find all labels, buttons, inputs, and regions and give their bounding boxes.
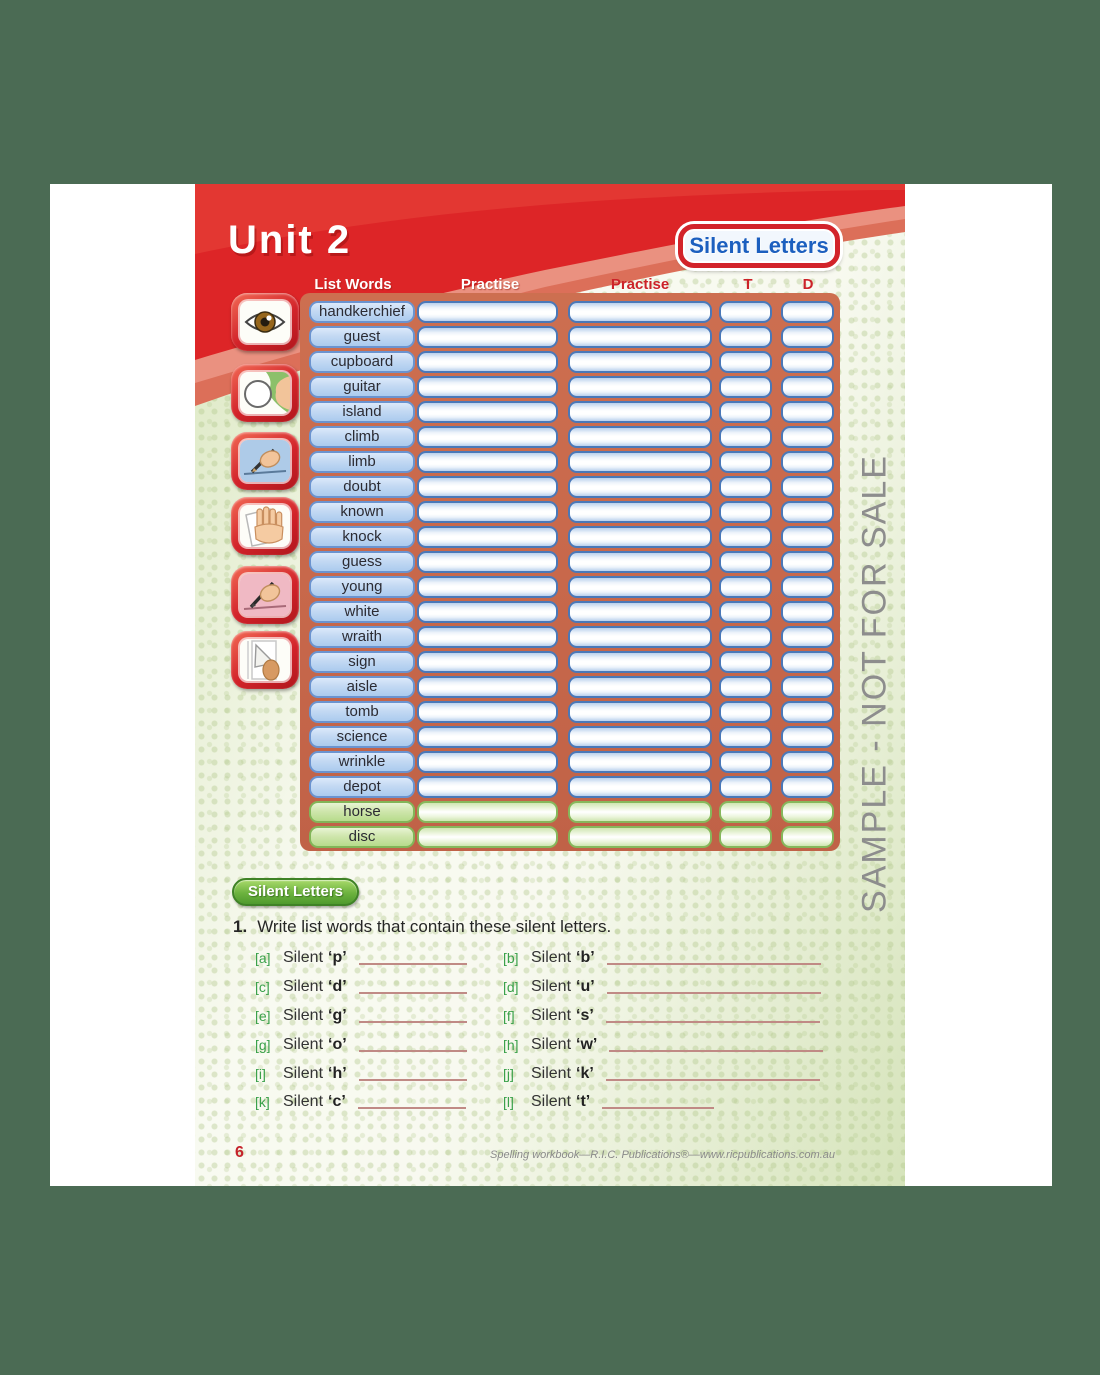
date-cell[interactable] — [781, 376, 834, 398]
list-word: wrinkle — [309, 751, 415, 773]
question-1 — [233, 917, 611, 937]
list-word: handkerchief — [309, 301, 415, 323]
item-prefix: Silent — [283, 1064, 324, 1082]
eye-icon — [231, 293, 299, 351]
word-table-rows — [300, 299, 840, 849]
table-row — [300, 549, 840, 574]
table-row — [300, 799, 840, 824]
answer-line[interactable] — [359, 1067, 467, 1081]
practise-cell-2[interactable] — [568, 576, 712, 598]
item-prefix: Silent — [531, 1006, 572, 1024]
table-row — [300, 699, 840, 724]
table-row — [300, 524, 840, 549]
practise-cell-1[interactable] — [417, 776, 558, 798]
item-prefix: Silent — [283, 949, 324, 967]
column-header-list-words: List Words — [314, 276, 392, 293]
practise-cell-2[interactable] — [568, 826, 712, 848]
silent-letter-item — [255, 1088, 503, 1117]
silent-letter-item — [255, 1059, 503, 1088]
date-cell[interactable] — [781, 676, 834, 698]
list-word: tomb — [309, 701, 415, 723]
table-row — [300, 574, 840, 599]
tick-cell[interactable] — [719, 751, 772, 773]
practise-cell-1[interactable] — [417, 801, 558, 823]
item-letter: ‘o’ — [328, 1035, 347, 1053]
list-word: climb — [309, 426, 415, 448]
tick-cell[interactable] — [719, 626, 772, 648]
date-cell[interactable] — [781, 651, 834, 673]
tick-cell[interactable] — [719, 801, 772, 823]
silent-letter-item — [255, 944, 503, 973]
tick-cell[interactable] — [719, 476, 772, 498]
date-cell[interactable] — [781, 576, 834, 598]
table-row — [300, 599, 840, 624]
exercise-items — [255, 944, 855, 1117]
item-prefix: Silent — [283, 1006, 324, 1024]
item-label: [l] — [503, 1094, 514, 1111]
table-row — [300, 299, 840, 324]
date-cell[interactable] — [781, 326, 834, 348]
list-word: limb — [309, 451, 415, 473]
practise-cell-1[interactable] — [417, 751, 558, 773]
item-label: [j] — [503, 1065, 514, 1082]
tick-cell[interactable] — [719, 351, 772, 373]
page-content — [195, 184, 905, 1186]
silent-letter-item — [255, 1030, 503, 1059]
tick-cell[interactable] — [719, 376, 772, 398]
list-word: aisle — [309, 676, 415, 698]
tick-cell[interactable] — [719, 576, 772, 598]
practise-cell-2[interactable] — [568, 351, 712, 373]
date-cell[interactable] — [781, 601, 834, 623]
list-word: guest — [309, 326, 415, 348]
write-pen-icon — [231, 566, 299, 624]
tick-cell[interactable] — [719, 501, 772, 523]
silent-letter-item — [255, 973, 503, 1002]
answer-line[interactable] — [359, 1038, 467, 1052]
topic-badge — [678, 224, 840, 268]
table-row — [300, 449, 840, 474]
cover-hand-icon — [231, 497, 299, 555]
list-word: guitar — [309, 376, 415, 398]
practise-cell-1[interactable] — [417, 826, 558, 848]
question-prompt: Write list words that contain these silent letters. — [257, 917, 612, 936]
table-row — [300, 374, 840, 399]
answer-line[interactable] — [602, 1095, 714, 1109]
item-prefix: Silent — [283, 978, 324, 996]
practise-cell-1[interactable] — [417, 576, 558, 598]
table-row — [300, 774, 840, 799]
practise-cell-2[interactable] — [568, 626, 712, 648]
silent-letter-item — [503, 1088, 855, 1117]
item-letter: ‘g’ — [328, 1006, 347, 1024]
item-label: [c] — [255, 979, 270, 996]
list-word: horse — [309, 801, 415, 823]
tick-cell[interactable] — [719, 301, 772, 323]
answer-line[interactable] — [359, 1009, 467, 1023]
item-label: [h] — [503, 1036, 519, 1053]
practise-cell-2[interactable] — [568, 651, 712, 673]
say-speech-bubble-icon — [231, 364, 299, 422]
date-cell[interactable] — [781, 826, 834, 848]
practise-cell-2[interactable] — [568, 726, 712, 748]
silent-letter-item — [255, 1002, 503, 1031]
date-cell[interactable] — [781, 626, 834, 648]
item-prefix: Silent — [531, 949, 572, 967]
topic-badge-label: Silent Letters — [689, 233, 829, 258]
practise-cell-2[interactable] — [568, 301, 712, 323]
table-row — [300, 674, 840, 699]
silent-letter-item — [503, 1002, 855, 1031]
practise-cell-2[interactable] — [568, 801, 712, 823]
table-row — [300, 749, 840, 774]
answer-line[interactable] — [606, 1009, 820, 1023]
item-label: [a] — [255, 950, 271, 967]
answer-line[interactable] — [359, 980, 467, 994]
item-prefix: Silent — [283, 1035, 324, 1053]
practise-cell-1[interactable] — [417, 601, 558, 623]
practise-cell-1[interactable] — [417, 351, 558, 373]
item-prefix: Silent — [531, 1064, 572, 1082]
item-label: [k] — [255, 1094, 270, 1111]
practise-cell-2[interactable] — [568, 326, 712, 348]
practise-cell-1[interactable] — [417, 701, 558, 723]
practise-cell-2[interactable] — [568, 451, 712, 473]
tick-cell[interactable] — [719, 676, 772, 698]
item-letter: ‘b’ — [576, 949, 595, 967]
item-label: [i] — [255, 1065, 266, 1082]
answer-line[interactable] — [609, 1038, 823, 1052]
date-cell[interactable] — [781, 701, 834, 723]
item-letter: ‘d’ — [328, 978, 347, 996]
list-word: island — [309, 401, 415, 423]
answer-line[interactable] — [607, 951, 821, 965]
item-prefix: Silent — [531, 1035, 572, 1053]
item-prefix: Silent — [531, 978, 572, 996]
practise-cell-1[interactable] — [417, 376, 558, 398]
practise-cell-1[interactable] — [417, 626, 558, 648]
list-word: science — [309, 726, 415, 748]
list-word: wraith — [309, 626, 415, 648]
practise-cell-2[interactable] — [568, 676, 712, 698]
tick-cell[interactable] — [719, 326, 772, 348]
practise-cell-2[interactable] — [568, 426, 712, 448]
table-row — [300, 424, 840, 449]
word-practise-table — [300, 293, 840, 851]
item-prefix: Silent — [283, 1093, 324, 1111]
write-pencil-icon — [231, 432, 299, 490]
date-cell[interactable] — [781, 401, 834, 423]
question-number: 1. — [233, 917, 248, 936]
table-row — [300, 349, 840, 374]
practise-cell-2[interactable] — [568, 551, 712, 573]
item-letter: ‘k’ — [576, 1064, 594, 1082]
column-header-d: D — [802, 276, 814, 293]
item-letter: ‘u’ — [576, 978, 595, 996]
practise-cell-1[interactable] — [417, 651, 558, 673]
item-prefix: Silent — [531, 1093, 572, 1111]
practise-cell-1[interactable] — [417, 326, 558, 348]
item-letter: ‘s’ — [576, 1006, 594, 1024]
tick-cell[interactable] — [719, 651, 772, 673]
list-word: doubt — [309, 476, 415, 498]
page-number: 6 — [235, 1144, 244, 1161]
practise-cell-2[interactable] — [568, 751, 712, 773]
practise-cell-1[interactable] — [417, 301, 558, 323]
table-row — [300, 624, 840, 649]
date-cell[interactable] — [781, 476, 834, 498]
item-label: [b] — [503, 950, 519, 967]
list-word: depot — [309, 776, 415, 798]
item-label: [g] — [255, 1036, 271, 1053]
check-flip-page-icon — [231, 631, 299, 689]
date-cell[interactable] — [781, 751, 834, 773]
answer-line[interactable] — [606, 1067, 820, 1081]
practise-cell-1[interactable] — [417, 551, 558, 573]
practise-cell-2[interactable] — [568, 701, 712, 723]
item-label: [f] — [503, 1007, 515, 1024]
practise-cell-1[interactable] — [417, 476, 558, 498]
practise-cell-1[interactable] — [417, 676, 558, 698]
tick-cell[interactable] — [719, 726, 772, 748]
practise-cell-2[interactable] — [568, 526, 712, 548]
date-cell[interactable] — [781, 551, 834, 573]
date-cell[interactable] — [781, 776, 834, 798]
list-word: knock — [309, 526, 415, 548]
table-row — [300, 324, 840, 349]
section-badge-label: Silent Letters — [248, 883, 344, 900]
date-cell[interactable] — [781, 426, 834, 448]
footer-credit: Spelling workbook—R.I.C. Publications®—www.ricpublications.com.au — [490, 1149, 835, 1161]
table-row — [300, 824, 840, 849]
silent-letter-item — [503, 944, 855, 973]
list-word: sign — [309, 651, 415, 673]
item-letter: ‘p’ — [328, 949, 347, 967]
date-cell[interactable] — [781, 451, 834, 473]
table-row — [300, 499, 840, 524]
silent-letter-item — [503, 973, 855, 1002]
date-cell[interactable] — [781, 301, 834, 323]
item-letter: ‘w’ — [576, 1035, 598, 1053]
date-cell[interactable] — [781, 801, 834, 823]
practise-cell-2[interactable] — [568, 476, 712, 498]
column-header-practise-2: Practise — [610, 276, 670, 293]
list-word: young — [309, 576, 415, 598]
list-word: white — [309, 601, 415, 623]
tick-cell[interactable] — [719, 601, 772, 623]
table-row — [300, 399, 840, 424]
answer-line[interactable] — [607, 980, 821, 994]
list-word: disc — [309, 826, 415, 848]
tick-cell[interactable] — [719, 551, 772, 573]
table-row — [300, 724, 840, 749]
unit-title: Unit 2 — [228, 218, 352, 262]
tick-cell[interactable] — [719, 776, 772, 798]
list-word: cupboard — [309, 351, 415, 373]
answer-line[interactable] — [359, 951, 467, 965]
tick-cell[interactable] — [719, 426, 772, 448]
practise-cell-2[interactable] — [568, 401, 712, 423]
date-cell[interactable] — [781, 351, 834, 373]
practise-cell-1[interactable] — [417, 451, 558, 473]
practise-cell-2[interactable] — [568, 601, 712, 623]
practise-cell-1[interactable] — [417, 426, 558, 448]
silent-letter-item — [503, 1059, 855, 1088]
workbook-page — [50, 184, 1052, 1186]
tick-cell[interactable] — [719, 526, 772, 548]
practise-cell-2[interactable] — [568, 501, 712, 523]
table-row — [300, 649, 840, 674]
sample-watermark: SAMPLE - NOT FOR SALE — [855, 454, 894, 914]
column-header-practise-1: Practise — [460, 276, 520, 293]
practise-cell-1[interactable] — [417, 501, 558, 523]
practise-cell-1[interactable] — [417, 401, 558, 423]
item-letter: ‘t’ — [576, 1093, 591, 1111]
silent-letter-item — [503, 1030, 855, 1059]
list-word: guess — [309, 551, 415, 573]
item-letter: ‘h’ — [328, 1064, 347, 1082]
section-badge — [232, 878, 359, 906]
tick-cell[interactable] — [719, 451, 772, 473]
answer-line[interactable] — [358, 1095, 466, 1109]
practise-cell-1[interactable] — [417, 726, 558, 748]
tick-cell[interactable] — [719, 701, 772, 723]
date-cell[interactable] — [781, 501, 834, 523]
tick-cell[interactable] — [719, 401, 772, 423]
practise-cell-2[interactable] — [568, 376, 712, 398]
practise-cell-1[interactable] — [417, 526, 558, 548]
item-label: [d] — [503, 979, 519, 996]
practise-cell-2[interactable] — [568, 776, 712, 798]
column-header-t: T — [743, 276, 753, 293]
item-letter: ‘c’ — [328, 1093, 346, 1111]
date-cell[interactable] — [781, 726, 834, 748]
list-word: known — [309, 501, 415, 523]
date-cell[interactable] — [781, 526, 834, 548]
tick-cell[interactable] — [719, 826, 772, 848]
item-label: [e] — [255, 1007, 271, 1024]
table-row — [300, 474, 840, 499]
